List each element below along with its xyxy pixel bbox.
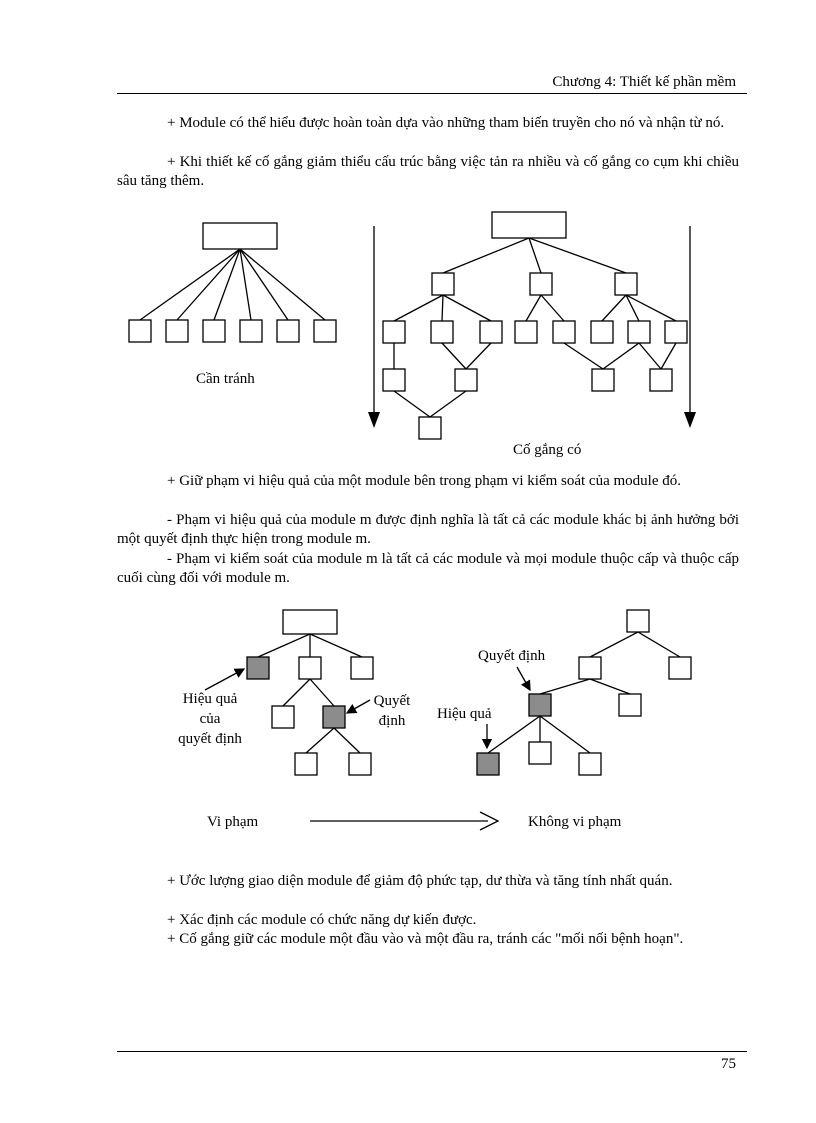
footer-rule [117,1051,747,1052]
paragraph-1-text: + Module có thể hiểu được hoàn toàn dựa vào những tham biến truyền cho nó và nhận từ nó. [167,115,725,131]
nv-level2-box [669,657,691,679]
page-number: 75 [721,1056,736,1072]
violation-level2-box [299,657,321,679]
nv-level4-box [579,753,601,775]
nv-level4-box [529,742,551,764]
paragraph-8 [117,930,739,949]
nv-root-box [627,610,649,632]
violation-label: Vi phạm [207,814,259,830]
nv-level2-box [579,657,601,679]
paragraph-7 [117,911,739,930]
nv-level3-box [619,694,641,716]
left-effect-label-2: của [199,711,221,727]
avoid-label: Cần tránh [196,371,255,387]
decision-module-box [323,706,345,728]
effect-pointer-arrow [205,669,244,690]
paragraph-4-text: - Phạm vi hiệu quả của module m được định nghĩa là tất cả các module khác bị ảnh hưởng bởi một quyết định thực hiện trong module m. [117,512,739,547]
effect-module-box [247,657,269,679]
left-decision-label-1: Quyết [373,693,411,709]
paragraph-2-text: + Khi thiết kế cố gắng giảm thiểu cấu trúc bằng việc tản ra nhiều và cố gắng co cụm khi chiều sâu tăng thêm. [117,154,739,189]
decision-pointer-arrow [347,700,370,713]
paragraph-8-text: + Cố gắng giữ các module một đầu vào và một đầu ra, tránh các "mối nối bệnh hoạn". [167,931,684,947]
no-violation-label: Không vi phạm [528,814,622,830]
right-decision-label: Quyết định [478,648,546,664]
chapter-header: Chương 4: Thiết kế phần mềm [552,74,736,90]
violation-level3-box [272,706,294,728]
violation-level4-box [295,753,317,775]
paragraph-6 [117,872,739,891]
no-violation-tree [437,610,691,775]
left-decision-label-2: định [378,713,406,729]
violation-root-box [283,610,337,634]
paragraph-3-text: + Giữ phạm vi hiệu quả của một module bên trong phạm vi kiểm soát của module đó. [167,473,681,489]
right-effect-label: Hiệu quả [437,706,492,722]
nv-decision-box [529,694,551,716]
left-effect-label-3: quyết định [178,731,242,747]
violation-level4-box [349,753,371,775]
paragraph-7-text: + Xác định các module có chức năng dự kiến được. [167,912,477,928]
violation-level2-box [351,657,373,679]
left-effect-label-1: Hiệu quả [182,691,238,707]
violation-tree [178,610,411,775]
paragraph-6-text: + Ước lượng giao diện module để giảm độ phức tạp, dư thừa và tăng tính nhất quán. [167,873,673,889]
paragraph-5-text: - Phạm vi kiểm soát của module m là tất cả các module và mọi module thuộc cấp và thuộc cấp cuối cùng đối với module m. [117,551,739,586]
nv-effect-box [477,753,499,775]
nv-decision-arrow [517,667,530,690]
try-label: Cố gắng có [513,442,582,458]
